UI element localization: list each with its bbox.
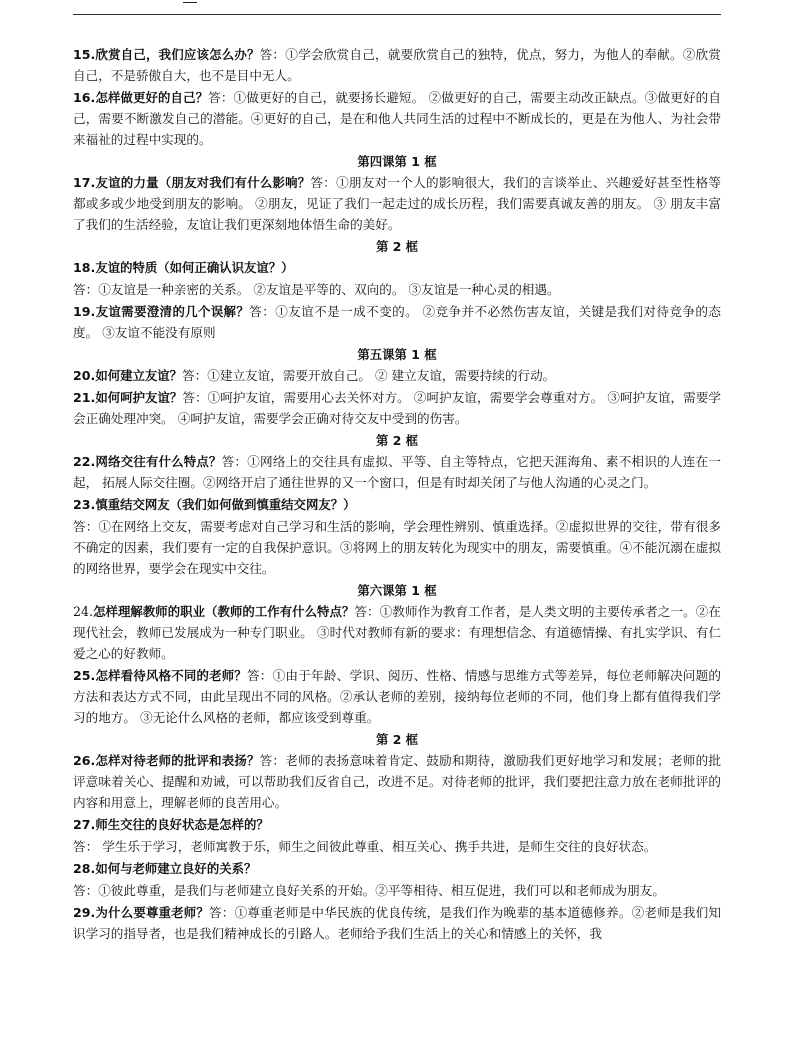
answer-text: 答：①网络上的交往具有虚拟、平等、自主等特点，它把天涯海角、素不相识的人连在一起， 拓展人际交往圈。②网络开启了通往世界的又一个窗口，但是有时却关闭了与他人沟通的心灵之门。 <box>73 454 722 490</box>
question-title: 友谊的力量（朋友对我们有什么影响？ <box>95 175 311 190</box>
answer-text: 答：①尊重老师是中华民族的优良传统，是我们作为晚辈的基本道德修养。②老师是我们知识学习的指导者，也是我们精神成长的引路人。老师给予我们生活上的关心和情感上的关怀，我 <box>73 905 722 941</box>
answer-text: 答：①友谊不是一成不变的。 ②竞争并不必然伤害友谊，关键是我们对待竞争的态度。 ③友谊不能没有原则 <box>73 304 721 340</box>
question-number: 29. <box>73 905 96 920</box>
question-number: 25. <box>73 668 96 683</box>
question-item <box>73 365 721 386</box>
question-title: 如何与老师建立良好的关系？ <box>95 861 257 876</box>
question-number: 20. <box>73 368 96 383</box>
answer-text: 答：①做更好的自己，就要扬长避短。 ②做更好的自己，需要主动改正缺点。③做更好的自己，需要不断激发自己的潜能。④更好的自己，是在和他人共同生活的过程中不断成长的，更是在为他人、为社会带来福祉的过程中实现的。 <box>73 90 721 147</box>
question-title: 怎样做更好的自己？ <box>95 90 209 105</box>
question-number: 15. <box>73 47 96 62</box>
section-heading: 第 2 框 <box>375 239 419 254</box>
header-rule <box>73 14 721 15</box>
question-item <box>73 902 721 944</box>
question-item <box>73 257 721 278</box>
question-item <box>73 172 721 235</box>
question-number: 26. <box>73 753 96 768</box>
question-item <box>73 814 721 835</box>
section-heading: 第六课第 1 框 <box>357 583 437 598</box>
question-item <box>73 750 721 813</box>
question-title: 如何呵护友谊？ <box>95 390 183 405</box>
question-title: 友谊的特质（如何正确认识友谊？） <box>95 260 294 275</box>
question-item <box>73 44 721 86</box>
answer-text: 答：①学会欣赏自己，就要欣赏自己的独特，优点，努力，为他人的奉献。②欣赏自己，不是骄傲自大，也不是目中无人。 <box>73 47 722 83</box>
question-number: 24. <box>73 604 94 619</box>
answer-paragraph: 答：①友谊是一种亲密的关系。 ②友谊是平等的、双向的。 ③友谊是一种心灵的相遇。 <box>73 282 560 297</box>
answer-text: 答：①呵护友谊，需要用心去关怀对方。 ②呵护友谊，需要学会尊重对方。 ③呵护友谊，需要学会正确处理冲突。 ④呵护友谊，需要学会正确对待交友中受到的伤害。 <box>73 390 722 426</box>
question-title: 如何建立友谊？ <box>95 368 183 383</box>
answer-text: 答：①建立友谊，需要开放自己。 ② 建立友谊，需要持续的行动。 <box>182 368 556 383</box>
question-title: 网络交往有什么特点？ <box>95 454 222 469</box>
header-mark <box>183 0 197 3</box>
question-title: 师生交往的良好状态是怎样的？ <box>95 817 269 832</box>
question-number: 27. <box>73 817 96 832</box>
question-title: 怎样看待风格不同的老师？ <box>95 668 247 683</box>
section-heading: 第五课第 1 框 <box>357 347 437 362</box>
answer-paragraph: 答：①在网络上交友，需要考虑对自己学习和生活的影响，学会理性辨别、慎重选择。②虚拟世界的交往，带有很多不确定的因素，我们要有一定的自我保护意识。③将网上的朋友转化为现实中的朋友，需要慎重。④不能沉溺在虚拟的网络世界，要学会在现实中交往。 <box>73 519 721 576</box>
question-item <box>73 451 721 493</box>
section-heading: 第 2 框 <box>375 433 419 448</box>
question-item <box>73 858 721 879</box>
answer-paragraph: 答：①彼此尊重，是我们与老师建立良好关系的开始。②平等相待、相互促进，我们可以和老师成为朋友。 <box>73 883 665 898</box>
question-item <box>73 301 721 343</box>
question-item <box>73 665 721 728</box>
question-item <box>73 601 721 664</box>
question-number: 28. <box>73 861 96 876</box>
question-title: 怎样对待老师的批评和表扬？ <box>95 753 260 768</box>
question-number: 21. <box>73 390 96 405</box>
answer-paragraph: 答： 学生乐于学习，老师寓教于乐，师生之间彼此尊重、相互关心、携手共进，是师生交往的良好状态。 <box>73 839 657 854</box>
question-item <box>73 387 721 429</box>
question-number: 23. <box>73 497 96 512</box>
answer-text: 答：老师的表扬意味着肯定、鼓励和期待，激励我们更好地学习和发展；老师的批评意味着关心、提醒和劝诫，可以帮助我们反省自己，改进不足。对待老师的批评，我们要把注意力放在老师批评的内容和用意上，理解老师的良苦用心。 <box>73 753 722 810</box>
document-content <box>73 44 721 945</box>
section-heading: 第四课第 1 框 <box>357 154 437 169</box>
answer-text: 答：①教师作为教育工作者，是人类文明的主要传承者之一。②在现代社会，教师已发展成为一种专门职业。 ③时代对教师有新的要求：有理想信念、有道德情操、有扎实学识、有仁爱之心的好教师。 <box>73 604 722 661</box>
question-number: 19. <box>73 304 96 319</box>
question-title: 为什么要尊重老师？ <box>95 905 209 920</box>
question-number: 17. <box>73 175 96 190</box>
section-heading: 第 2 框 <box>375 732 419 747</box>
question-number: 16. <box>73 90 96 105</box>
question-title: 友谊需要澄清的几个误解？ <box>95 304 250 319</box>
question-item <box>73 494 721 515</box>
question-title: 欣赏自己，我们应该怎么办？ <box>95 47 260 62</box>
question-item <box>73 87 721 150</box>
question-number: 18. <box>73 260 96 275</box>
answer-text: 答：①由于年龄、学识、阅历、性格、情感与思维方式等差异，每位老师解决问题的方法和表达方式不同，由此呈现出不同的风格。②承认老师的差别，接纳每位老师的不同，他们身上都有值得我们学习的地方。 ③无论什么风格的老师，都应该受到尊重。 <box>73 668 722 725</box>
question-title: 怎样理解教师的职业（教师的工作有什么特点？ <box>93 604 355 619</box>
question-title: 慎重结交网友（我们如何做到慎重结交网友？） <box>95 497 356 512</box>
answer-text: 答：①朋友对一个人的影响很大，我们的言谈举止、兴趣爱好甚至性格等都或多或少地受到朋友的影响。 ②朋友，见证了我们一起走过的成长历程，我们需要真诚友善的朋友。 ③ 朋友丰富了我们的生活经验，友谊让我们更深刻地体悟生命的美好。 <box>73 175 722 232</box>
question-number: 22. <box>73 454 96 469</box>
